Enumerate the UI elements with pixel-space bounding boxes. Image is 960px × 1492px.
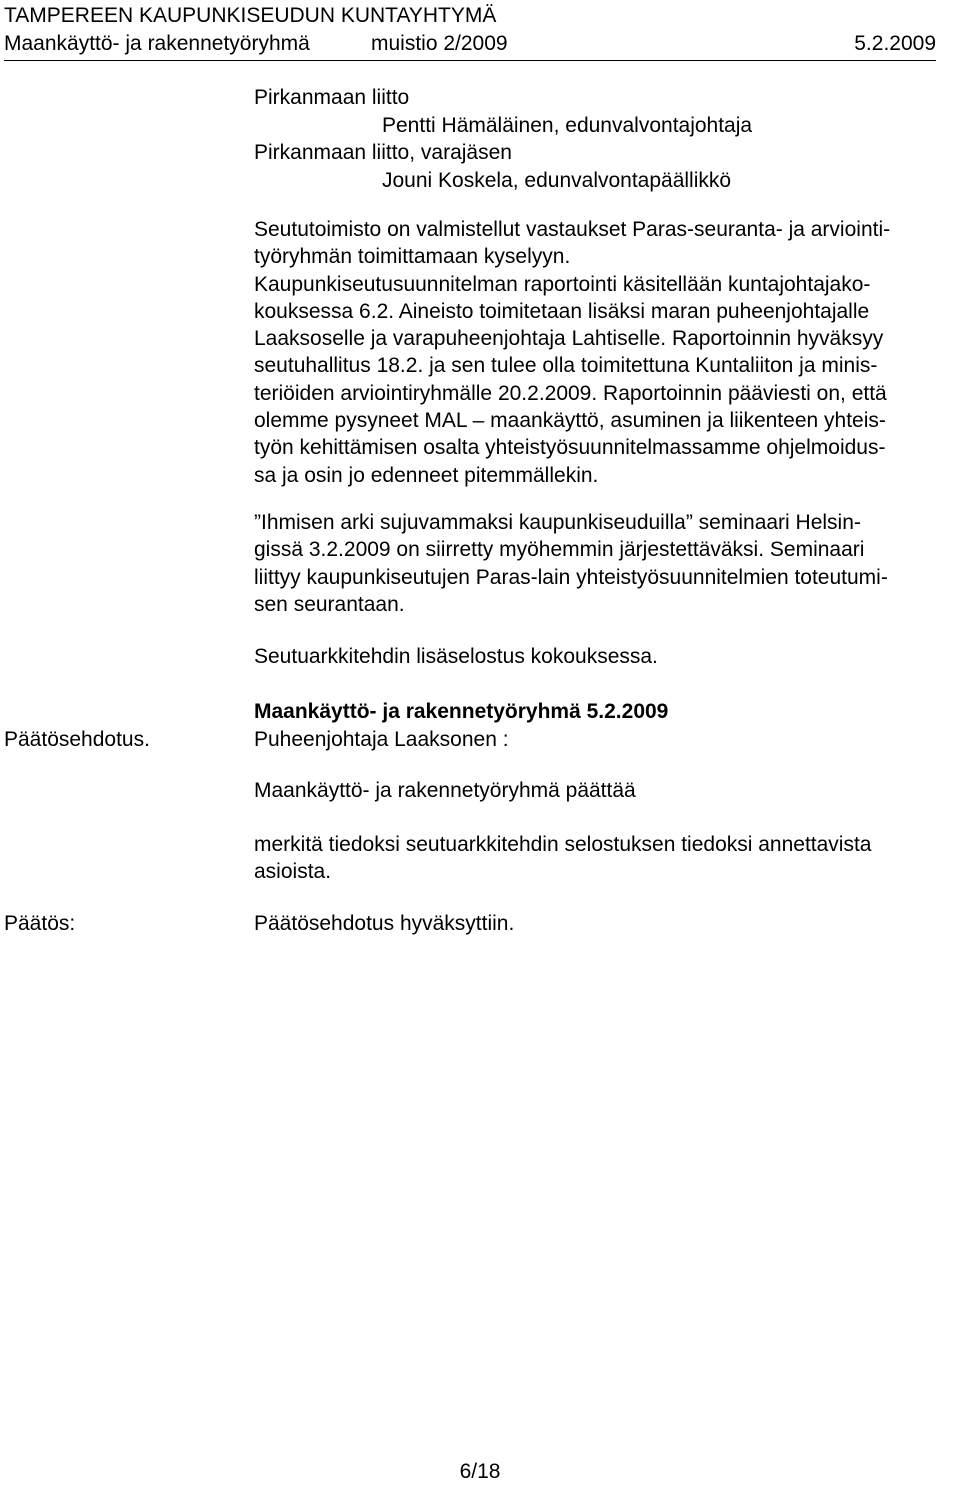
text-line: asioista.	[254, 860, 332, 884]
text-line: ”Ihmisen arki sujuvammaksi kaupunkiseuduilla” seminaari Helsin-	[254, 511, 861, 534]
decision-text: Päätösehdotus hyväksyttiin.	[254, 912, 515, 935]
member-org-1: Pirkanmaan liitto	[254, 86, 410, 109]
group-name: Maankäyttö- ja rakennetyöryhmä	[4, 32, 310, 55]
text-line: gissä 3.2.2009 on siirretty myöhemmin järjestettäväksi. Seminaari	[254, 538, 865, 562]
memo-number: muistio 2/2009	[371, 32, 508, 55]
decides-line: Maankäyttö- ja rakennetyöryhmä päättää	[254, 779, 636, 802]
members-list	[254, 84, 752, 194]
meeting-heading: Maankäyttö- ja rakennetyöryhmä 5.2.2009	[254, 700, 669, 723]
member-person-2: Jouni Koskela, edunvalvontapäällikkö	[382, 168, 732, 192]
text-line: seutuhallitus 18.2. ja sen tulee olla toimitettuna Kuntaliiton ja minis-	[254, 354, 878, 378]
document-header-row	[4, 32, 936, 61]
text-line: kouksessa 6.2. Aineisto toimitetaan lisäksi maran puheenjohtajalle	[254, 299, 870, 323]
decision-label: Päätös:	[4, 912, 76, 935]
text-line: merkitä tiedoksi seutuarkkitehdin selostuksen tiedoksi annettavista	[254, 833, 872, 856]
member-person-1: Pentti Hämäläinen, edunvalvontajohtaja	[382, 113, 753, 137]
architect-note: Seutuarkkitehdin lisäselostus kokouksessa.	[254, 645, 658, 668]
action-paragraph	[254, 831, 954, 886]
member-org-2: Pirkanmaan liitto, varajäsen	[254, 141, 512, 164]
proposal-label: Päätösehdotus.	[4, 728, 150, 751]
report-paragraph	[254, 216, 954, 489]
page-number: 6/18	[459, 1460, 501, 1483]
text-line: liittyy kaupunkiseutujen Paras-lain yhteistyösuunnitelmien toteutumi-	[254, 565, 888, 589]
seminar-paragraph	[254, 509, 954, 618]
text-line: sa ja osin jo edenneet pitemmällekin.	[254, 463, 599, 487]
text-line: Kaupunkiseutusuunnitelman raportointi käsitellään kuntajohtajako-	[254, 272, 871, 296]
text-line: työryhmän toimittamaan kyselyyn.	[254, 245, 571, 269]
text-line: työn kehittämisen osalta yhteistyösuunnitelmassamme ohjelmoidus-	[254, 436, 886, 460]
text-line: Laaksoselle ja varapuheenjohtaja Lahtiselle. Raportoinnin hyväksyy	[254, 327, 884, 351]
meeting-date: 5.2.2009	[854, 32, 936, 55]
presenter-line: Puheenjohtaja Laaksonen :	[254, 728, 509, 751]
text-line: olemme pysyneet MAL – maankäyttö, asuminen ja liikenteen yhteis-	[254, 409, 886, 433]
text-line: sen seurantaan.	[254, 592, 405, 616]
text-line: Seututoimisto on valmistellut vastaukset Paras-seuranta- ja arviointi-	[254, 218, 891, 241]
organization-name: TAMPEREEN KAUPUNKISEUDUN KUNTAYHTYMÄ	[4, 4, 497, 27]
text-line: teriöiden arviointiryhmälle 20.2.2009. Raportoinnin pääviesti on, että	[254, 381, 887, 405]
